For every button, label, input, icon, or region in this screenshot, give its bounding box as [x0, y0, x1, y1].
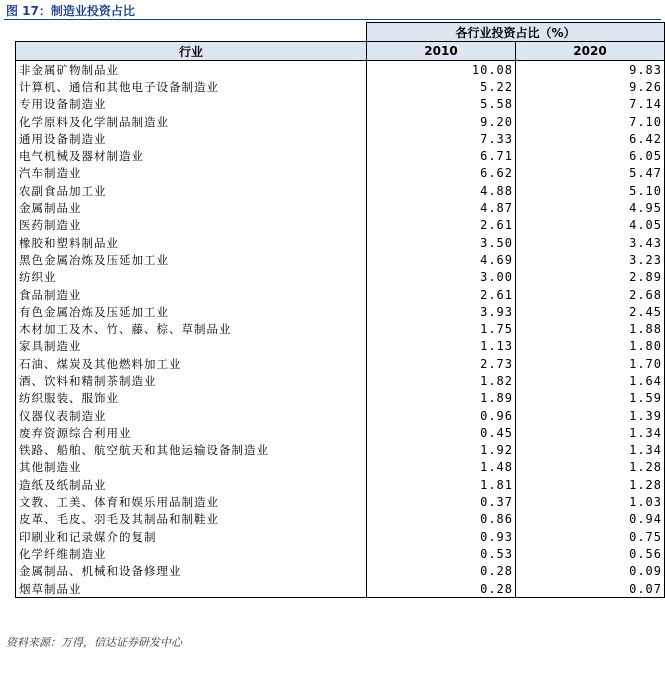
table-row — [16, 424, 665, 441]
value-2010-cell: 1.48 — [367, 459, 516, 476]
value-2020-cell: 1.80 — [516, 338, 665, 355]
industry-cell: 橡胶和塑料制品业 — [16, 234, 367, 251]
value-2010-cell: 6.62 — [367, 165, 516, 182]
value-2010-cell: 0.86 — [367, 511, 516, 528]
value-2010-cell: 0.28 — [367, 563, 516, 580]
industry-cell: 金属制品、机械和设备修理业 — [16, 563, 367, 580]
industry-cell: 黑色金属冶炼及压延加工业 — [16, 251, 367, 268]
industry-cell: 造纸及纸制品业 — [16, 476, 367, 493]
table-row — [16, 372, 665, 389]
industry-cell: 皮革、毛皮、羽毛及其制品和制鞋业 — [16, 511, 367, 528]
industry-cell: 农副食品加工业 — [16, 182, 367, 199]
value-2010-cell: 7.33 — [367, 130, 516, 147]
value-2010-cell: 1.81 — [367, 476, 516, 493]
industry-cell: 纺织业 — [16, 269, 367, 286]
industry-cell: 文教、工美、体育和娱乐用品制造业 — [16, 493, 367, 510]
table-row — [16, 563, 665, 580]
value-2010-cell: 2.61 — [367, 217, 516, 234]
value-2020-cell: 2.89 — [516, 269, 665, 286]
industry-cell: 食品制造业 — [16, 286, 367, 303]
table-row — [16, 147, 665, 164]
column-header-industry: 行业 — [16, 42, 367, 61]
value-2020-cell: 1.28 — [516, 459, 665, 476]
table-row — [16, 113, 665, 130]
value-2020-cell: 4.95 — [516, 199, 665, 216]
value-2020-cell: 1.03 — [516, 493, 665, 510]
table-row — [16, 286, 665, 303]
industry-cell: 铁路、船舶、航空航天和其他运输设备制造业 — [16, 442, 367, 459]
table-row — [16, 511, 665, 528]
value-2010-cell: 0.28 — [367, 580, 516, 598]
industry-cell: 仪器仪表制造业 — [16, 407, 367, 424]
header-spacer — [16, 23, 367, 42]
value-2010-cell: 1.75 — [367, 320, 516, 337]
table-row — [16, 61, 665, 79]
industry-cell: 医药制造业 — [16, 217, 367, 234]
value-2010-cell: 1.82 — [367, 372, 516, 389]
value-2020-cell: 1.28 — [516, 476, 665, 493]
value-2010-cell: 2.73 — [367, 355, 516, 372]
value-2010-cell: 0.96 — [367, 407, 516, 424]
value-2020-cell: 3.43 — [516, 234, 665, 251]
value-2020-cell: 0.75 — [516, 528, 665, 545]
table-body — [16, 61, 665, 598]
industry-cell: 印刷业和记录媒介的复制 — [16, 528, 367, 545]
column-header-2020: 2020 — [516, 42, 665, 61]
table-row — [16, 182, 665, 199]
value-2010-cell: 4.88 — [367, 182, 516, 199]
value-2010-cell: 2.61 — [367, 286, 516, 303]
table-row — [16, 338, 665, 355]
table-row — [16, 320, 665, 337]
industry-cell: 电气机械及器材制造业 — [16, 147, 367, 164]
table-row — [16, 407, 665, 424]
table-row — [16, 78, 665, 95]
value-2020-cell: 6.42 — [516, 130, 665, 147]
value-2020-cell: 7.14 — [516, 96, 665, 113]
column-header-2010: 2010 — [367, 42, 516, 61]
value-2010-cell: 0.53 — [367, 545, 516, 562]
value-2010-cell: 10.08 — [367, 61, 516, 79]
value-2020-cell: 1.39 — [516, 407, 665, 424]
industry-cell: 化学纤维制造业 — [16, 545, 367, 562]
table-row — [16, 476, 665, 493]
industry-cell: 酒、饮料和精制茶制造业 — [16, 372, 367, 389]
table-row — [16, 355, 665, 372]
table-row — [16, 442, 665, 459]
value-2020-cell: 0.09 — [516, 563, 665, 580]
value-2010-cell: 5.22 — [367, 78, 516, 95]
value-2020-cell: 1.70 — [516, 355, 665, 372]
industry-cell: 纺织服装、服饰业 — [16, 390, 367, 407]
value-2020-cell: 7.10 — [516, 113, 665, 130]
value-2010-cell: 3.00 — [367, 269, 516, 286]
industry-cell: 其他制造业 — [16, 459, 367, 476]
value-2020-cell: 0.56 — [516, 545, 665, 562]
value-2010-cell: 4.69 — [367, 251, 516, 268]
table-row — [16, 96, 665, 113]
value-2010-cell: 0.45 — [367, 424, 516, 441]
value-2020-cell: 9.83 — [516, 61, 665, 79]
value-2020-cell: 1.59 — [516, 390, 665, 407]
table-row — [16, 528, 665, 545]
value-2020-cell: 0.94 — [516, 511, 665, 528]
table-row — [16, 199, 665, 216]
table-row — [16, 234, 665, 251]
investment-share-table — [15, 22, 665, 598]
value-2020-cell: 2.68 — [516, 286, 665, 303]
industry-cell: 家具制造业 — [16, 338, 367, 355]
value-2020-cell: 6.05 — [516, 147, 665, 164]
value-2010-cell: 9.20 — [367, 113, 516, 130]
industry-cell: 烟草制品业 — [16, 580, 367, 598]
industry-cell: 木材加工及木、竹、藤、棕、草制品业 — [16, 320, 367, 337]
industry-cell: 有色金属冶炼及压延加工业 — [16, 303, 367, 320]
industry-cell: 专用设备制造业 — [16, 96, 367, 113]
industry-cell: 化学原料及化学制品制造业 — [16, 113, 367, 130]
value-2020-cell: 4.05 — [516, 217, 665, 234]
value-2020-cell: 3.23 — [516, 251, 665, 268]
value-2020-cell: 2.45 — [516, 303, 665, 320]
value-2010-cell: 1.13 — [367, 338, 516, 355]
value-2020-cell: 1.34 — [516, 424, 665, 441]
table-row — [16, 493, 665, 510]
value-2020-cell: 0.07 — [516, 580, 665, 598]
value-2020-cell: 1.64 — [516, 372, 665, 389]
industry-cell: 石油、煤炭及其他燃料加工业 — [16, 355, 367, 372]
value-2020-cell: 5.47 — [516, 165, 665, 182]
industry-cell: 废弃资源综合利用业 — [16, 424, 367, 441]
industry-cell: 非金属矿物制品业 — [16, 61, 367, 79]
value-2020-cell: 9.26 — [516, 78, 665, 95]
table-row — [16, 459, 665, 476]
table-row — [16, 217, 665, 234]
value-2010-cell: 1.92 — [367, 442, 516, 459]
table-row — [16, 251, 665, 268]
value-2010-cell: 0.93 — [367, 528, 516, 545]
value-2020-cell: 1.88 — [516, 320, 665, 337]
industry-cell: 计算机、通信和其他电子设备制造业 — [16, 78, 367, 95]
industry-cell: 金属制品业 — [16, 199, 367, 216]
table-row — [16, 545, 665, 562]
source-note: 资料来源：万得，信达证券研发中心 — [6, 636, 182, 649]
value-2010-cell: 3.50 — [367, 234, 516, 251]
table-row — [16, 303, 665, 320]
industry-cell: 通用设备制造业 — [16, 130, 367, 147]
table-row — [16, 130, 665, 147]
value-2020-cell: 5.10 — [516, 182, 665, 199]
table-row — [16, 390, 665, 407]
table-row — [16, 269, 665, 286]
value-2010-cell: 4.87 — [367, 199, 516, 216]
industry-cell: 汽车制造业 — [16, 165, 367, 182]
value-2020-cell: 1.34 — [516, 442, 665, 459]
table-row — [16, 580, 665, 598]
table-row — [16, 165, 665, 182]
figure-title: 图 17：制造业投资占比 — [6, 4, 135, 18]
value-2010-cell: 1.89 — [367, 390, 516, 407]
value-2010-cell: 3.93 — [367, 303, 516, 320]
value-2010-cell: 0.37 — [367, 493, 516, 510]
value-2010-cell: 6.71 — [367, 147, 516, 164]
title-divider — [4, 19, 661, 20]
value-2010-cell: 5.58 — [367, 96, 516, 113]
header-group-label: 各行业投资占比（%） — [367, 23, 665, 42]
